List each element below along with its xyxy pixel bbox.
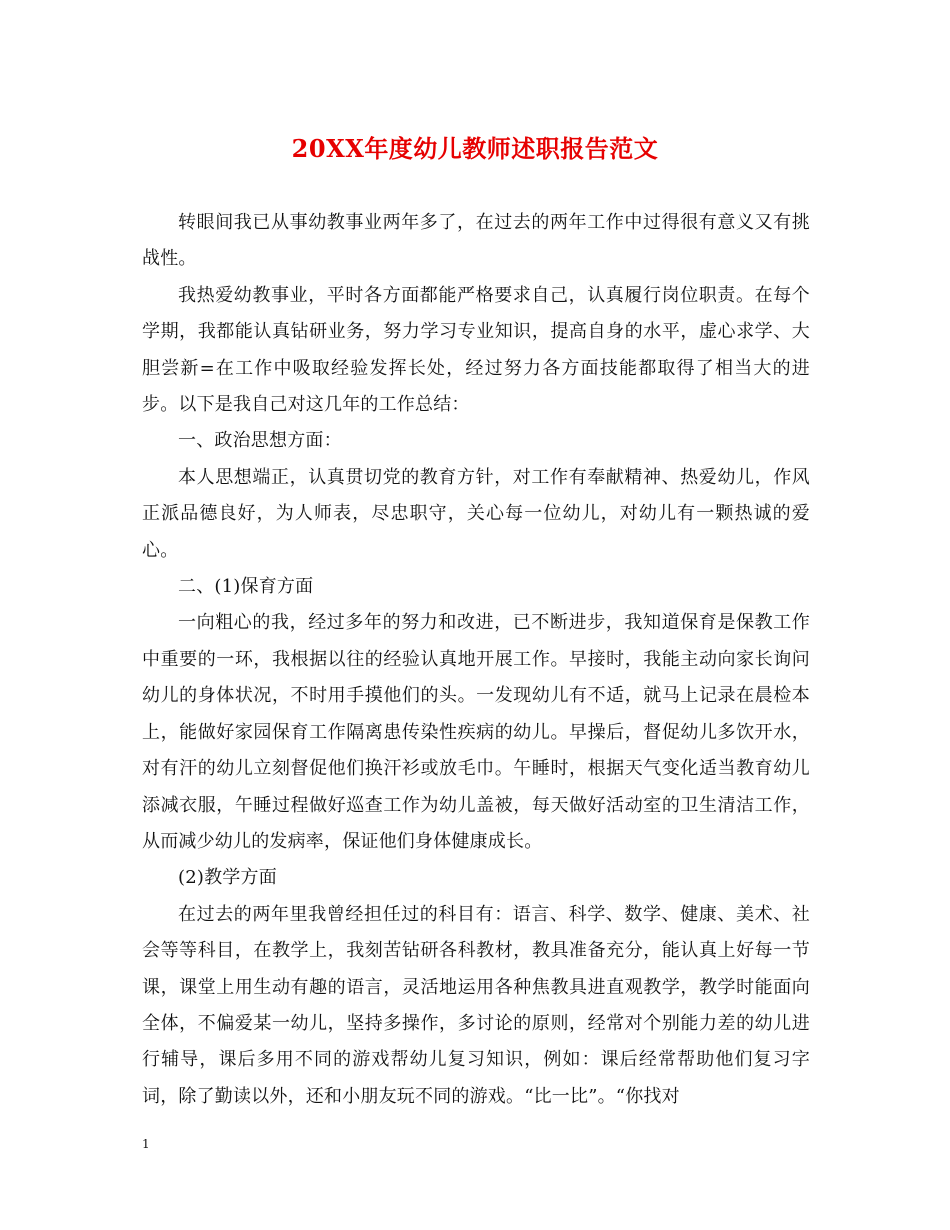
section-heading-political: 一、政治思想方面： — [178, 430, 342, 452]
section-heading-care: 二、(1)保育方面 — [178, 576, 314, 598]
section-heading-teaching: (2)教学方面 — [178, 867, 277, 889]
document-title: 20XX年度幼儿教师述职报告范文 — [291, 134, 659, 163]
paragraph-political: 本人思想端正，认真贯切党的教育方针，对工作有奉献精神、热爱幼儿，作风正派品德良好，为人师表，尽忠职守，关心每一位幼儿，对幼儿有一颗热诚的爱心。 — [142, 466, 810, 561]
document-body — [142, 205, 810, 1115]
paragraph-care: 一向粗心的我，经过多年的努力和改进，已不断进步，我知道保育是保教工作中重要的一环，我根据以往的经验认真地开展工作。早接时，我能主动向家长询问幼儿的身体状况，不时用手摸他们的头。一发现幼儿有不适，就马上记录在晨检本上，能做好家园保育工作隔离患传染性疾病的幼儿。早操后，督促幼儿多饮开水，对有汗的幼儿立刻督促他们换汗衫或放毛巾。午睡时，根据天气变化适当教育幼儿添减衣服，午睡过程做好巡查工作为幼儿盖被，每天做好活动室的卫生清洁工作，从而减少幼儿的发病率，保证他们身体健康成长。 — [142, 612, 810, 852]
paragraph-overview: 我热爱幼教事业，平时各方面都能严格要求自己，认真履行岗位职责。在每个学期，我都能认真钻研业务，努力学习专业知识，提高自身的水平，虚心求学、大胆尝新=在工作中吸取经验发挥长处，经过努力各方面技能都取得了相当大的进步。以下是我自己对这几年的工作总结： — [142, 284, 810, 416]
page-number: 1 — [142, 1137, 150, 1151]
paragraph-intro: 转眼间我已从事幼教事业两年多了，在过去的两年工作中过得很有意义又有挑战性。 — [142, 212, 810, 270]
paragraph-teaching: 在过去的两年里我曾经担任过的科目有：语言、科学、数学、健康、美术、社会等等科目，在教学上，我刻苦钻研各科教材，教具准备充分，能认真上好每一节课，课堂上用生动有趣的语言，灵活地运用各种焦教具进直观教学，教学时能面向全体，不偏爱某一幼儿，坚持多操作，多讨论的原则，经常对个别能力差的幼儿进行辅导，课后多用不同的游戏帮幼儿复习知识，例如：课后经常帮助他们复习字词，除了勤读以外，还和小朋友玩不同的游戏。“比一比”。“你找对 — [142, 903, 810, 1107]
